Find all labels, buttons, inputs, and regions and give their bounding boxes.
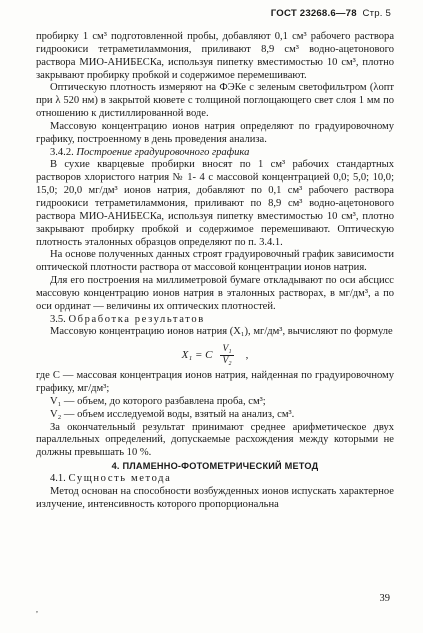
section-heading-3-5 (36, 314, 394, 327)
paragraph: Массовую концентрацию ионов натрия определяют по градуировочному графику, построенному в день проведения анализа. (36, 120, 394, 145)
definitions (36, 370, 394, 421)
formula (36, 342, 394, 368)
paragraph: пробирку 1 см³ подготовленной пробы, добавляют 0,1 см³ рабочего раствора гидроокиси тетраметиламмония, приливают 8,9 см³ водно-ацетонового раствора МИО-АНИБЕСКа, используя пипетку вместимостью 10 см³, плотно закрывают пробирку пробкой и содержимое перемешивают. (36, 31, 394, 81)
heading-title: Обработка результатов (68, 313, 205, 325)
footer-mark: , (36, 605, 38, 614)
definition: V₁ — объем, до которого разбавлена проба, см³; (50, 395, 266, 407)
section-heading-3-4-2 (36, 147, 394, 160)
heading-number: 3.5. (50, 313, 66, 325)
page-number: 39 (379, 593, 390, 604)
formula-lhs: X₁ = C (181, 348, 213, 361)
paragraph: Оптическую плотность измеряют на ФЭКе с зеленым светофильтром (λопт при λ 520 нм) в закрытой кювете с толщиной поглощающего свет слоя 1 мм по отношению к дистиллированной воде. (36, 82, 394, 120)
heading-number: 3.4.2. (50, 146, 74, 158)
definition: V₂ — объем исследуемой воды, взятый на анализ, см³. (50, 408, 295, 420)
paragraph: Массовую концентрацию ионов натрия (X₁), мг/дм³, вычисляют по формуле (50, 326, 393, 338)
body-text (36, 31, 394, 512)
section-title-4: 4. ПЛАМЕННО-ФОТОМЕТРИЧЕСКИЙ МЕТОД (111, 461, 319, 472)
section-heading-4-1 (36, 473, 394, 486)
heading-number: 4.1. (50, 473, 66, 484)
header-page: Стр. 5 (362, 8, 391, 19)
paragraph: В сухие кварцевые пробирки вносят по 1 см³ рабочих стандартных растворов хлористого натрия № 1- 4 с массовой концентрацией 0,0; 5,0; 10,0; 15,0; 20,0 мг/дм³ ионов натрия, добавляют по 0,1 см³ рабочего раствора гидроокиси тетраметиламмония, приливают по 8,9 см³ водно-ацетонового раствора МИО-АНИБЕСКа, используя пипетку вместимостью 10 см³, плотно закрывают пробирку пробкой и содержимое перемешивают. Оптическую плотность эталонных образцов определяют по п. 3.4.1. (36, 159, 394, 248)
page-header (271, 8, 391, 19)
heading-title: Сущность метода (68, 473, 172, 484)
paragraph: За окончательный результат принимают среднее арифметическое двух параллельных определений, допускаемые расхождения между которыми не должны превышать 10 %. (36, 421, 394, 459)
paragraph: На основе полученных данных строят градуировочный график зависимости оптической плотности раствора от массовой концентрации ионов натрия. (36, 249, 394, 274)
paragraph: Для его построения на миллиметровой бумаге откладывают по оси абсцисс массовую концентрацию ионов натрия в эталонных растворах, в мг/дм³, а по оси ординат — величины их оптических плотностей. (36, 275, 394, 312)
paragraph: Метод основан на способности возбужденных ионов испускать характерное излучение, интенсивность которого пропорциональна (36, 485, 394, 510)
heading-title: Построение градуировочного графика (76, 146, 250, 158)
definition: где C — массовая концентрация ионов натрия, найденная по градуировочному графику, мг/дм³; (36, 370, 394, 395)
standard-number: ГОСТ 23268.6—78 (270, 8, 357, 19)
formula-numerator: V₁ (222, 343, 232, 354)
formula-fraction (220, 344, 233, 367)
formula-denominator: V₂ (222, 355, 232, 366)
formula-end: , (245, 348, 249, 361)
